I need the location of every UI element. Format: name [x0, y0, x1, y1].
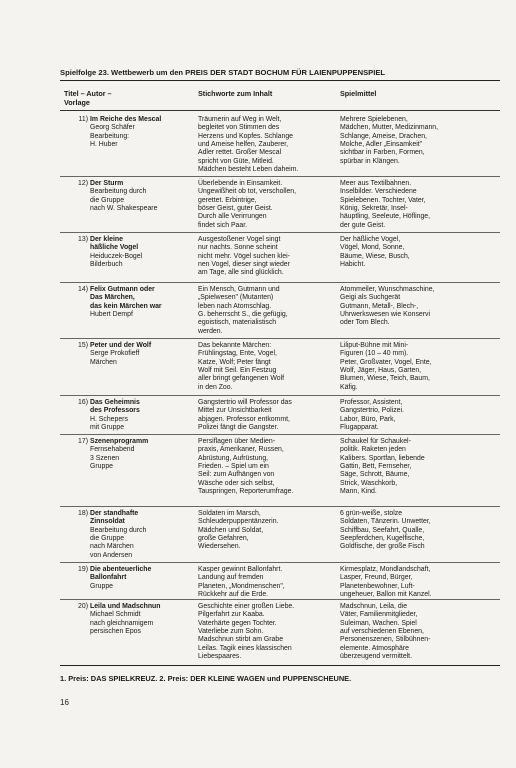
content-line: Schleuderpuppentänzerin.: [198, 518, 279, 526]
entry-number: 14): [78, 286, 88, 293]
content-line: G. beherrscht S., die gefügig,: [198, 311, 288, 319]
entry-title: Szenenprogramm: [90, 438, 149, 445]
content-line: Wiedersehen.: [198, 543, 241, 551]
means-line: Meer aus Textilbahnen.: [340, 180, 412, 187]
means-line: Schlange, Ameise, Drachen,: [340, 132, 427, 140]
content-line: Rückkehr auf die Erde.: [198, 591, 269, 599]
entry-number: 15): [78, 342, 88, 349]
means-line: Suleiman, Wachen. Spiel: [340, 619, 417, 627]
content-line: Überlebende in Einsamkeit.: [198, 180, 283, 187]
entry-content: [198, 566, 326, 599]
content-line: Persiflagen über Medien-: [198, 438, 275, 445]
entry-author: H. Huber: [90, 141, 118, 149]
entry-author: die Gruppe: [90, 535, 125, 543]
content-line: Gangstertrio will Professor das: [198, 399, 292, 406]
entry-means: [340, 116, 500, 166]
entry-author: Serge Prokofieff: [90, 350, 140, 358]
content-line: und Ameise helfen, Zauberer,: [198, 141, 289, 149]
entry-author: Bilderbuch: [90, 261, 123, 269]
entry-author: 3 Szenen: [90, 454, 120, 462]
entry-title: des Professors: [90, 407, 140, 415]
row-divider: [60, 338, 500, 339]
means-line: überzeugend vermittelt.: [340, 653, 413, 661]
entry-title-author: [90, 399, 200, 432]
content-line: spricht von Güte, Mitleid.: [198, 157, 274, 165]
entry-content: [198, 180, 326, 230]
column-header-content: Stichworte zum Inhalt: [198, 89, 273, 98]
content-line: am Tage, alle sind glücklich.: [198, 269, 284, 277]
row-divider: [60, 562, 500, 563]
row-divider: [60, 395, 500, 396]
entry-title: das kein Märchen war: [90, 302, 162, 310]
content-line: Polizei fängt die Gangster.: [198, 424, 279, 432]
entry-means: [340, 603, 500, 661]
means-line: Bäume, Wiese, Busch,: [340, 252, 410, 260]
content-line: Ein Mensch, Gutmann und: [198, 286, 280, 293]
entry-number: 11): [78, 116, 88, 123]
means-line: Soldaten, Tänzerin. Unwetter,: [340, 518, 431, 526]
means-line: Molche, Adler „Einsamkeit": [340, 141, 423, 149]
entry-title-author: [90, 510, 200, 560]
content-line: Mädchen und Soldat,: [198, 526, 264, 534]
row-divider: [60, 599, 500, 600]
content-line: Vaterliebe zum Sohn.: [198, 628, 264, 636]
means-line: Strick, Waschkorb,: [340, 479, 398, 487]
content-line: Herzens und Kopfes. Schlange: [198, 132, 293, 140]
entry-title-author: [90, 603, 200, 636]
entry-author: Bearbeitung:: [90, 132, 130, 140]
content-line: Pilgerfahrt zur Kaaba.: [198, 611, 265, 619]
content-line: Vaterhärte gegen Tochter.: [198, 619, 277, 627]
entry-number: 18): [78, 510, 88, 517]
entry-title-author: [90, 342, 200, 367]
means-line: Labor, Büro, Park,: [340, 415, 396, 423]
table-bottom-rule: [60, 665, 500, 666]
entry-author: Märchen: [90, 358, 117, 366]
entry-title-author: [90, 566, 200, 591]
means-line: Gattin, Bett, Fernseher,: [340, 463, 412, 471]
content-line: Adler rettet. Großer Mescal: [198, 149, 282, 157]
means-line: Uhrwerkswesen wie Konservi: [340, 311, 430, 319]
means-line: Habicht.: [340, 261, 366, 269]
means-line: sichtbar in Farben, Formen,: [340, 149, 425, 157]
content-line: gerettet. Erbintrige,: [198, 196, 257, 204]
means-line: Lasper, Freund, Bürger,: [340, 574, 413, 582]
row-divider: [60, 434, 500, 435]
header-divider: [60, 110, 500, 111]
means-line: Spielebenen. Tochter, Vater,: [340, 196, 426, 204]
means-line: Schiffbau, Seefahrt, Qualle,: [340, 526, 425, 534]
content-line: praxis, Amerikaner, Russen,: [198, 446, 284, 454]
content-line: Soldaten im Marsch,: [198, 510, 261, 517]
entry-author: Heiduczek-Bogel: [90, 252, 143, 260]
entry-author: Hubert Dempf: [90, 311, 133, 319]
means-line: Liliput-Bühne mit Mini-: [340, 342, 409, 349]
entry-content: [198, 438, 326, 496]
entry-author: nach Märchen: [90, 543, 134, 551]
entry-author: persischen Epos: [90, 628, 141, 636]
entry-title-author: [90, 116, 200, 149]
means-line: Personenszenen, Stilbühnen-: [340, 636, 431, 644]
means-line: Mann, Kind.: [340, 488, 377, 496]
entry-author: von Andersen: [90, 551, 133, 559]
entry-title: Leila und Madschnun: [90, 603, 161, 610]
content-line: Frieden. – Spiel um ein: [198, 463, 269, 471]
content-line: Das bekannte Märchen:: [198, 342, 272, 349]
content-line: Tauspringen, Reporterumfrage.: [198, 488, 294, 496]
content-line: abjagen. Professor entkommt,: [198, 415, 290, 423]
content-line: aller bringt gefangenen Wolf: [198, 375, 285, 383]
entry-means: [340, 399, 500, 432]
row-divider: [60, 232, 500, 233]
entry-number: 13): [78, 236, 88, 243]
entry-means: [340, 180, 500, 230]
means-line: Inselbilder. Verschiedene: [340, 188, 417, 196]
content-line: Landung auf fremden: [198, 574, 264, 582]
entry-title: Peter und der Wolf: [90, 342, 152, 349]
entry-author: nach gleichnamigem: [90, 619, 154, 627]
means-line: 6 grün-weiße, stolze: [340, 510, 403, 517]
entry-author: Bearbeitung durch: [90, 526, 147, 534]
means-line: Der häßliche Vogel,: [340, 236, 401, 243]
entry-title: Zinnsoldat: [90, 518, 125, 526]
means-line: Professor, Assistent,: [340, 399, 403, 406]
means-line: Flugapparat.: [340, 424, 379, 432]
means-line: Seepferdchen, Kugelfische,: [340, 535, 425, 543]
entry-title-author: [90, 286, 200, 319]
row-divider: [60, 176, 500, 177]
entry-author: Bearbeitung durch: [90, 188, 147, 196]
entry-title: Der standhafte: [90, 510, 139, 517]
row-divider: [60, 506, 500, 507]
content-line: nur nachts. Sonne scheint: [198, 244, 278, 252]
entry-title: Im Reiche des Mescal: [90, 116, 162, 123]
means-line: Mehrere Spielebenen,: [340, 116, 408, 123]
content-line: böser Geist, guter Geist.: [198, 205, 273, 213]
means-line: politik. Raketen jeden: [340, 446, 406, 454]
means-line: Vögel, Mond, Sonne,: [340, 244, 405, 252]
entry-title: Der Sturm: [90, 180, 124, 187]
entry-content: [198, 116, 326, 174]
entry-title: Das Geheimnis: [90, 399, 140, 406]
means-line: häuptling, Seeleute, Höflinge,: [340, 213, 431, 221]
prize-footer: 1. Preis: DAS SPIELKREUZ. 2. Preis: DER KLEINE WAGEN und PUPPENSCHEUNE.: [60, 674, 352, 683]
content-line: Leilas. Tagik eines klassischen: [198, 644, 292, 652]
content-line: Wäsche oder sich selbst,: [198, 479, 275, 487]
entry-content: [198, 603, 326, 661]
page-number: 16: [60, 698, 69, 707]
content-line: egoistisch, materialistisch: [198, 319, 277, 327]
entry-author: Georg Schäfer: [90, 124, 135, 132]
means-line: Madschnun, Leila, die: [340, 603, 408, 610]
entry-number: 17): [78, 438, 88, 445]
entry-author: H. Schepers: [90, 415, 128, 423]
entry-title-author: [90, 236, 200, 269]
page-heading: Spielfolge 23. Wettbewerb um den PREIS DER STADT BOCHUM FÜR LAIENPUPPENSPIEL: [60, 68, 500, 81]
means-line: auf verschiedenen Ebenen,: [340, 628, 424, 636]
entry-author: nach W. Shakespeare: [90, 205, 158, 213]
means-line: oder Tom Blech.: [340, 319, 390, 327]
entry-means: [340, 510, 500, 552]
content-line: Durch alle Verirrungen: [198, 213, 267, 221]
row-divider: [60, 282, 500, 283]
entry-number: 12): [78, 180, 88, 187]
entry-number: 16): [78, 399, 88, 406]
means-line: Blumen, Wiese, Teich, Baum,: [340, 375, 430, 383]
entry-title-author: [90, 438, 200, 471]
content-line: Ausgestoßener Vogel singt: [198, 236, 281, 243]
means-line: Säge, Schrott, Bäume,: [340, 471, 410, 479]
means-line: spürbar in Klängen.: [340, 157, 400, 165]
entry-author: Gruppe: [90, 463, 113, 471]
content-line: Mittel zur Unsichtbarkeit: [198, 407, 272, 415]
means-line: Wolf, Jäger, Haus, Garten,: [340, 367, 422, 375]
means-line: Peter, Großvater, Vogel, Ente,: [340, 358, 432, 366]
means-line: Planetenbewohner, Luft-: [340, 582, 415, 590]
content-line: nen Vogel, dieser singt wieder: [198, 261, 290, 269]
entry-author: Gruppe: [90, 582, 113, 590]
content-line: Frühlingstag, Ente, Vogel,: [198, 350, 277, 358]
means-line: Käfig.: [340, 383, 358, 391]
content-line: Katze, Wolf; Peter fängt: [198, 358, 271, 366]
entry-title: häßliche Vogel: [90, 244, 139, 252]
entry-author: Fernsehabend: [90, 446, 135, 454]
means-line: Schaukel für Schaukel-: [340, 438, 411, 445]
means-line: König, Sekretär, Insel-: [340, 205, 408, 213]
means-line: ungeheuer, Ballon mit Kanzel.: [340, 591, 432, 599]
means-line: Geigi als Suchgerät: [340, 294, 401, 302]
means-line: Figuren (10 – 40 mm).: [340, 350, 409, 358]
means-line: Gutmann, Metall-, Blech-,: [340, 302, 419, 310]
entry-number: 20): [78, 603, 88, 610]
means-line: Goldfische, der große Fisch: [340, 543, 425, 551]
entry-number: 19): [78, 566, 88, 573]
content-line: findet sich Paar.: [198, 221, 248, 229]
content-line: Ungewißheit ob tot, verschollen,: [198, 188, 297, 196]
entry-title: Das Märchen,: [90, 294, 135, 302]
content-line: Madschnun stirbt am Grabe: [198, 636, 284, 644]
entry-content: [198, 399, 326, 432]
column-header-means: Spielmittel: [340, 89, 377, 98]
entry-means: [340, 286, 500, 328]
entry-means: [340, 566, 500, 599]
entry-author: die Gruppe: [90, 196, 125, 204]
entry-means: [340, 236, 500, 269]
content-line: große Gefahren,: [198, 535, 249, 543]
means-line: elemente. Atmosphäre: [340, 644, 409, 652]
content-line: Kasper gewinnt Ballonfahrt.: [198, 566, 283, 573]
content-line: Planeten, „Mondmenschen",: [198, 582, 285, 590]
entry-means: [340, 342, 500, 392]
content-line: Liebespaares.: [198, 653, 242, 661]
content-line: Abrüstung, Aufrüstung,: [198, 454, 269, 462]
means-line: Atommeiler, Wunschmaschine,: [340, 286, 435, 293]
means-line: Kirmesplatz, Mondlandschaft,: [340, 566, 431, 573]
content-line: werden.: [198, 327, 223, 335]
entry-title: Die abenteuerliche: [90, 566, 152, 573]
means-line: Väter, Familienmitglieder,: [340, 611, 418, 619]
entry-content: [198, 236, 326, 278]
content-line: Träumerin auf Weg in Welt,: [198, 116, 282, 123]
content-line: nicht mehr. Vögel suchen klei-: [198, 252, 290, 260]
column-header-title: Titel – Autor – Vorlage: [64, 89, 112, 107]
content-line: „Spielwesen" (Mutanten): [198, 294, 274, 302]
means-line: Gangstertrio, Polizei.: [340, 407, 404, 415]
means-line: Mädchen, Mutter, Medizinmann,: [340, 124, 439, 132]
means-line: der gute Geist.: [340, 221, 386, 229]
content-line: Mädchen besteht Leben daheim.: [198, 166, 299, 174]
means-line: Kalibers. Sportfan, liebende: [340, 454, 425, 462]
entry-author: mit Gruppe: [90, 424, 125, 432]
entry-title: Ballonfahrt: [90, 574, 127, 582]
entry-title: Felix Gutmann oder: [90, 286, 155, 293]
content-line: Geschichte einer großen Liebe.: [198, 603, 295, 610]
entry-title: Der kleine: [90, 236, 123, 243]
entry-content: [198, 510, 326, 552]
entry-means: [340, 438, 500, 496]
content-line: leben nach Atomschlag.: [198, 302, 272, 310]
entry-content: [198, 286, 326, 336]
content-line: Wolf mit Seil. Ein Festzug: [198, 367, 277, 375]
content-line: begleitet von Stimmen des: [198, 124, 280, 132]
entry-title-author: [90, 180, 200, 213]
content-line: in den Zoo.: [198, 383, 233, 391]
content-line: Seil: zum Aufhängen von: [198, 471, 275, 479]
entry-content: [198, 342, 326, 392]
entry-author: Michael Schmidt: [90, 611, 141, 619]
